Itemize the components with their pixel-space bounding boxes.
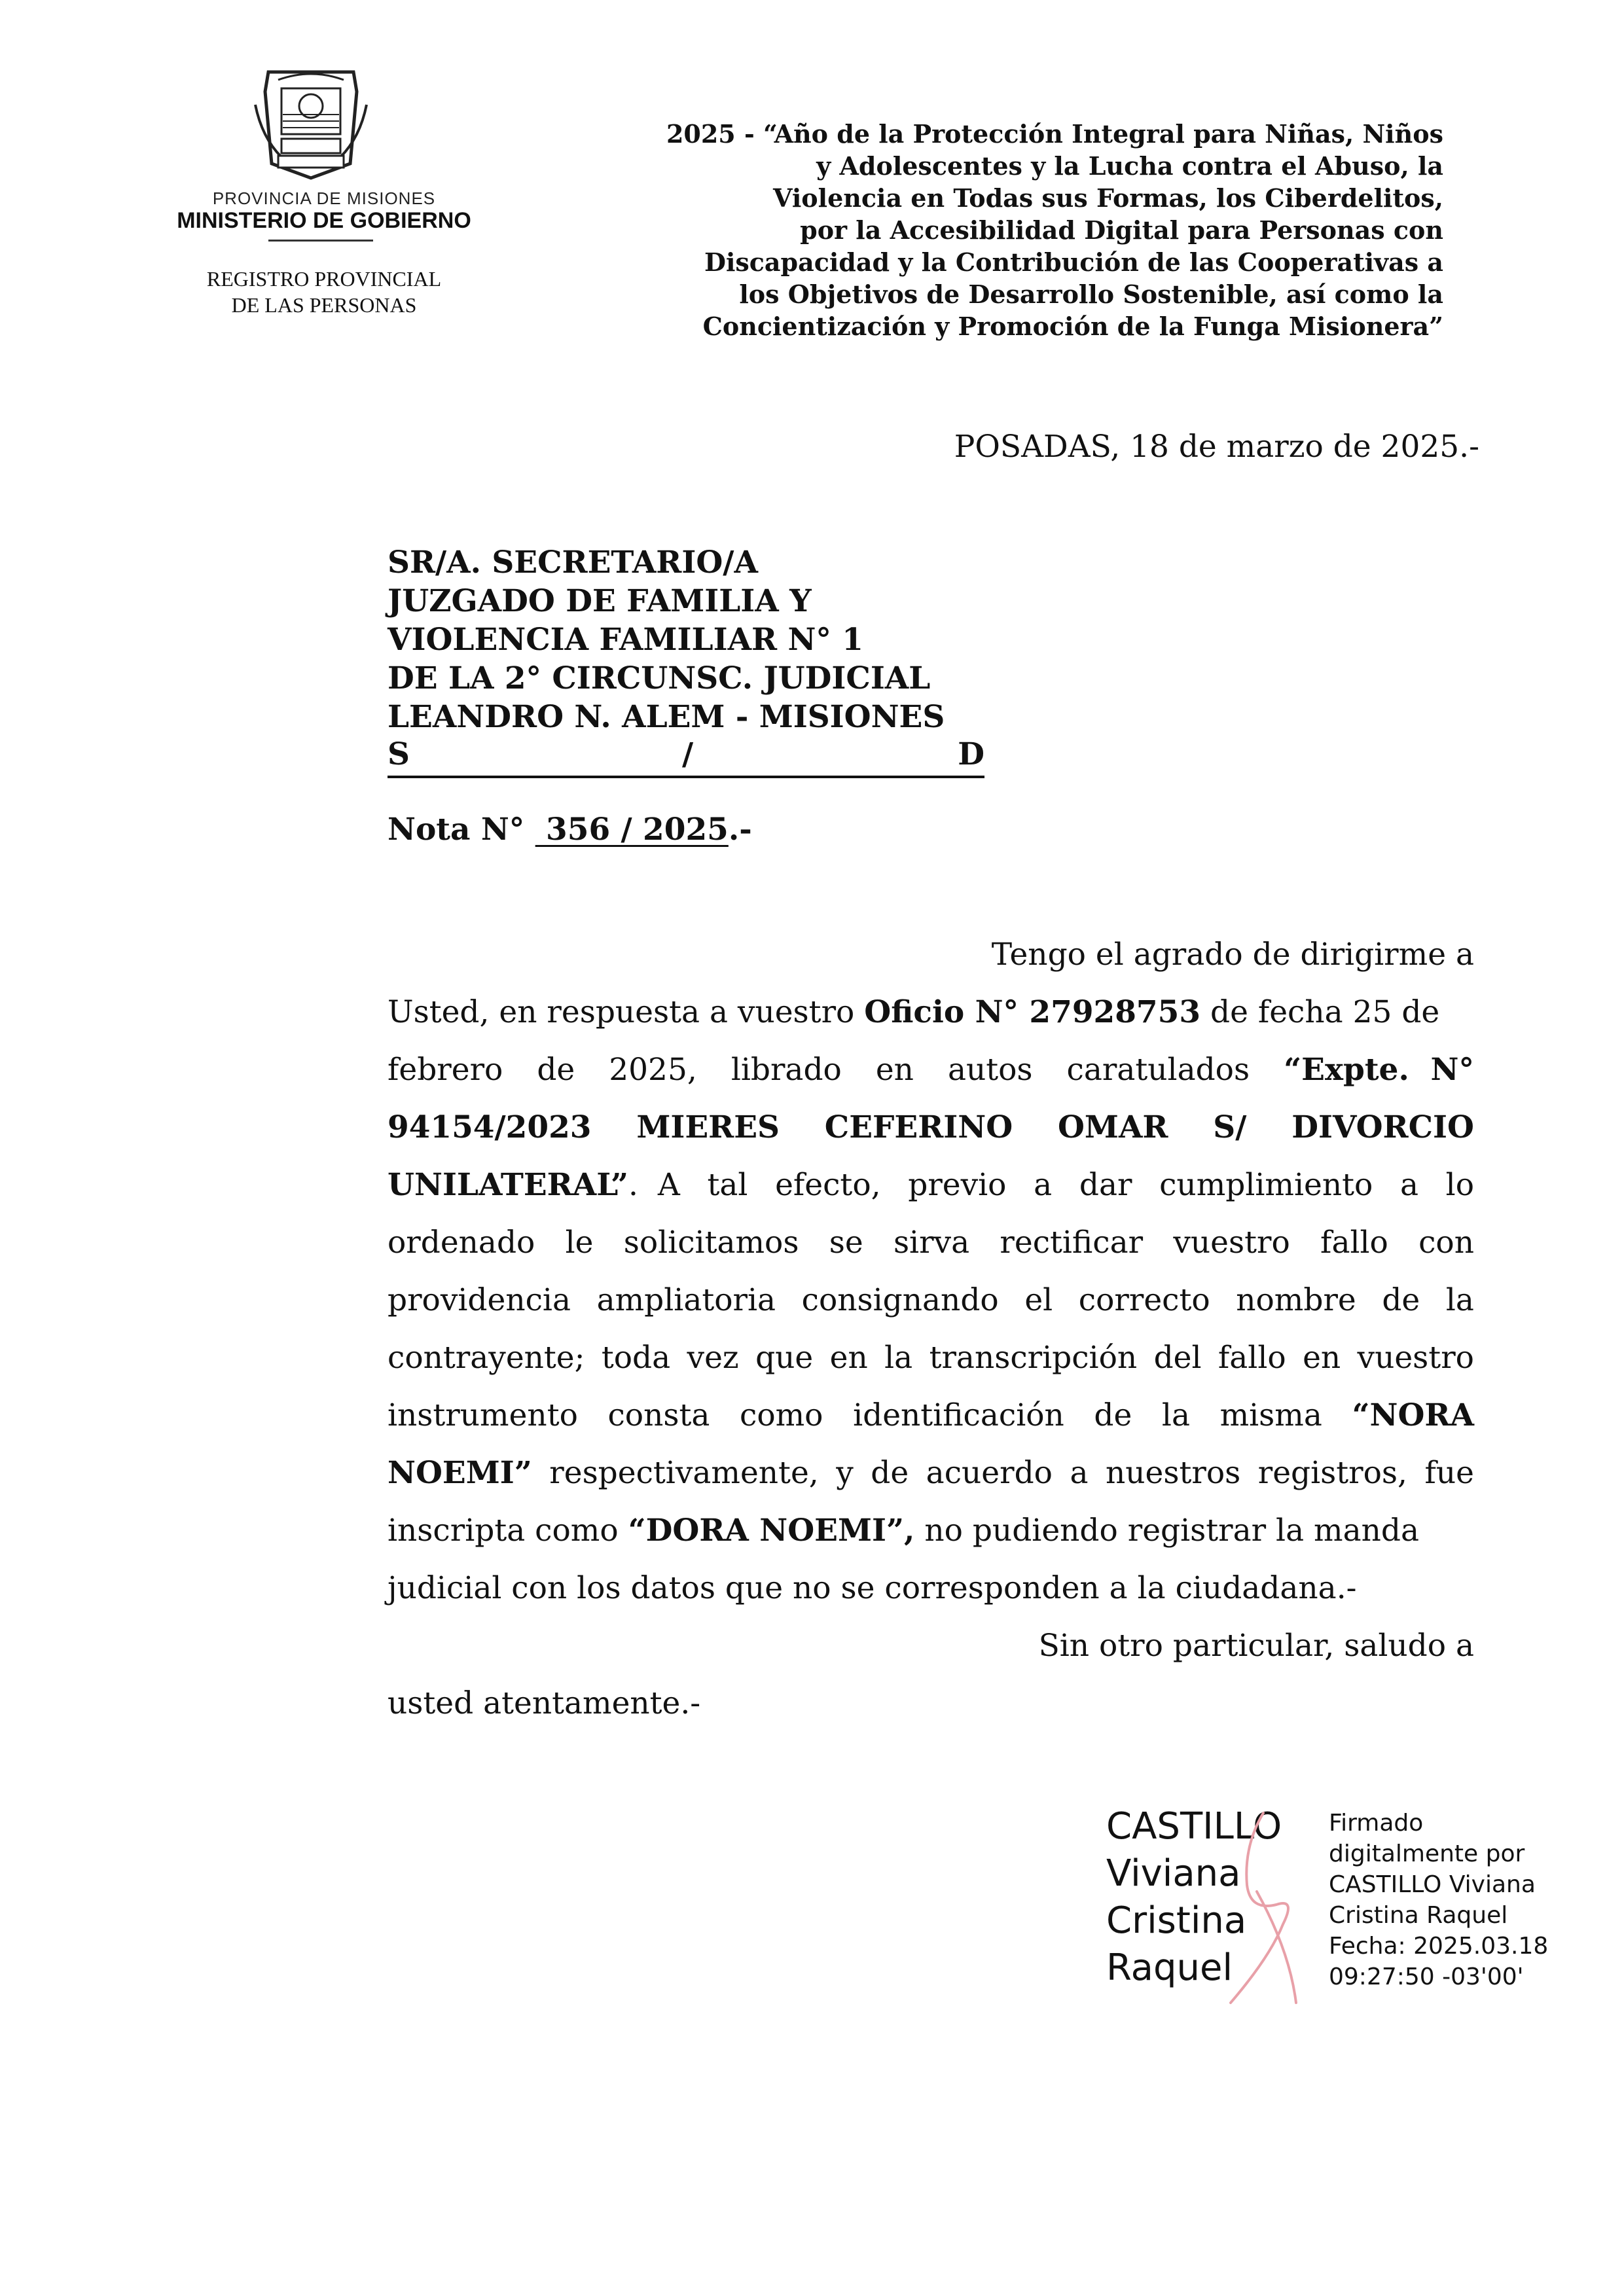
word: la <box>1161 1397 1190 1433</box>
addressee-line: JUZGADO DE FAMILIA Y <box>388 583 812 619</box>
note-number <box>388 812 752 848</box>
body-line <box>388 1387 1474 1444</box>
word: vuestro <box>1173 1225 1290 1261</box>
word: en <box>875 1052 914 1088</box>
word: a <box>1399 1167 1418 1203</box>
motto-line: los Objetivos de Desarrollo Sostenible, así como la <box>739 279 1443 309</box>
word: acuerdo <box>926 1455 1053 1491</box>
word: 2025, <box>609 1052 697 1088</box>
sd-line <box>388 736 984 778</box>
word: consta <box>607 1397 710 1433</box>
word: toda <box>601 1340 671 1376</box>
word: contrayente; <box>388 1340 585 1376</box>
word: a <box>1070 1455 1089 1491</box>
note-label: Nota N° <box>388 812 525 848</box>
closing-line: Sin otro particular, saludo a <box>1038 1628 1474 1664</box>
word: autos <box>947 1052 1033 1088</box>
letter-body <box>388 926 1474 1732</box>
sd-s: S <box>388 736 410 772</box>
word: se <box>829 1225 863 1261</box>
word: la <box>884 1340 913 1376</box>
word: vuestro <box>1357 1340 1474 1376</box>
motto-line: Concientización y Promoción de la Funga Misionera” <box>702 312 1443 341</box>
body-line: judicial con los datos que no se corresponden a la ciudadana.- <box>388 1570 1357 1606</box>
word: de <box>537 1052 575 1088</box>
word: consignando <box>801 1282 999 1318</box>
word: el <box>1024 1282 1053 1318</box>
motto-line: 2025 - “Año de la Protección Integral para Niñas, Niños <box>666 119 1443 149</box>
word: y <box>836 1455 854 1491</box>
body-line <box>388 1157 1474 1214</box>
word: ampliatoria <box>596 1282 776 1318</box>
word: rectificar <box>1000 1225 1144 1261</box>
motto-line: Violencia en Todas sus Formas, los Ciberdelitos, <box>773 183 1443 213</box>
word: MIERES <box>636 1109 780 1145</box>
motto-line: y Adolescentes y la Lucha contra el Abuso, la <box>816 151 1443 181</box>
word: previo <box>908 1167 1007 1203</box>
word: cumplimiento <box>1159 1167 1373 1203</box>
word: identificación <box>853 1397 1064 1433</box>
word: S/ <box>1213 1109 1247 1145</box>
word: de <box>1094 1397 1132 1433</box>
oficio-number: Oficio N° 27928753 <box>864 994 1201 1030</box>
word: que <box>755 1340 814 1376</box>
word: vez <box>687 1340 739 1376</box>
closing-line: usted atentamente.- <box>388 1685 701 1721</box>
digital-signature-mark <box>1218 1806 1316 2009</box>
registry-line-2: DE LAS PERSONAS <box>231 293 417 317</box>
body-line <box>388 1099 1474 1157</box>
word: en <box>829 1340 868 1376</box>
addressee-line: VIOLENCIA FAMILIAR N° 1 <box>388 622 863 658</box>
word: con <box>1418 1225 1474 1261</box>
word: caratulados <box>1066 1052 1250 1088</box>
motto-line: por la Accesibilidad Digital para Personas con <box>800 215 1443 245</box>
word: de <box>871 1455 909 1491</box>
province-seal-logo <box>242 65 380 183</box>
word: instrumento <box>388 1397 578 1433</box>
signature-details: Firmado digitalmente por CASTILLO Viviana Cristina Raquel Fecha: 2025.03.18 09:27:50 -03'00' <box>1329 1810 1549 1990</box>
word: . A <box>628 1167 680 1203</box>
body-line: inscripta como “DORA NOEMI”, no pudiendo registrar la manda <box>388 1513 1419 1549</box>
word: misma <box>1219 1397 1322 1433</box>
body-line: Usted, en respuesta a vuestro Oficio N° 27928753 de fecha 25 de <box>388 994 1440 1030</box>
body-line: Tengo el agrado de dirigirme a <box>991 937 1474 973</box>
signer-name: CASTILLO Viviana Cristina Raquel <box>1106 1805 1282 1989</box>
word: CEFERINO <box>824 1109 1013 1145</box>
word: dar <box>1079 1167 1132 1203</box>
word: DIVORCIO <box>1291 1109 1474 1145</box>
body-line <box>388 1444 1474 1502</box>
word: solicitamos <box>623 1225 799 1261</box>
province-name: PROVINCIA DE MISIONES <box>212 188 436 208</box>
word: le <box>565 1225 594 1261</box>
word: correcto <box>1078 1282 1210 1318</box>
word: fallo <box>1320 1225 1388 1261</box>
body-line <box>388 1272 1474 1329</box>
word: efecto, <box>775 1167 881 1203</box>
ministry-name: MINISTERIO DE GOBIERNO <box>177 208 471 233</box>
addressee-line: SR/A. SECRETARIO/A <box>388 545 758 581</box>
registry-line-1: REGISTRO PROVINCIAL <box>206 267 442 291</box>
body-line <box>388 1214 1474 1272</box>
word: tal <box>707 1167 748 1203</box>
word: sirva <box>893 1225 970 1261</box>
bold-text: NOEMI” <box>388 1455 532 1491</box>
word: transcripción <box>929 1340 1138 1376</box>
word: en <box>1303 1340 1341 1376</box>
word: providencia <box>388 1282 571 1318</box>
note-value: 356 / 2025 <box>535 812 729 848</box>
word: de <box>1382 1282 1420 1318</box>
word: fue <box>1424 1455 1474 1491</box>
word: fallo <box>1218 1340 1286 1376</box>
word: lo <box>1445 1167 1474 1203</box>
word: librado <box>731 1052 842 1088</box>
word: respectivamente, <box>549 1455 819 1491</box>
word: como <box>740 1397 823 1433</box>
registered-name: “DORA NOEMI”, <box>628 1513 915 1549</box>
word: febrero <box>388 1052 503 1088</box>
word: del <box>1153 1340 1202 1376</box>
addressee-line: LEANDRO N. ALEM - MISIONES <box>388 699 945 735</box>
bold-text: “NORA <box>1352 1397 1474 1433</box>
motto-line: Discapacidad y la Contribución de las Cooperativas a <box>704 247 1443 277</box>
year-motto <box>628 118 1443 342</box>
bold-text: “Expte. N° <box>1284 1052 1474 1088</box>
body-line <box>388 1041 1474 1099</box>
addressee-line: DE LA 2° CIRCUNSC. JUDICIAL <box>388 660 931 696</box>
sd-slash: / <box>682 736 694 772</box>
bold-text: UNILATERAL” <box>388 1167 629 1203</box>
word: nombre <box>1236 1282 1356 1318</box>
word <box>388 1157 680 1214</box>
letter-date: POSADAS, 18 de marzo de 2025.- <box>954 429 1479 465</box>
word: 94154/2023 <box>388 1109 592 1145</box>
body-line <box>388 1329 1474 1387</box>
word: registros, <box>1257 1455 1407 1491</box>
word: la <box>1445 1282 1474 1318</box>
note-suffix: .- <box>728 812 752 848</box>
header-divider <box>268 240 373 242</box>
word: nuestros <box>1105 1455 1241 1491</box>
word: a <box>1034 1167 1053 1203</box>
word: OMAR <box>1057 1109 1168 1145</box>
word: ordenado <box>388 1225 535 1261</box>
sd-d: D <box>958 736 984 772</box>
addressee-block <box>388 543 945 736</box>
